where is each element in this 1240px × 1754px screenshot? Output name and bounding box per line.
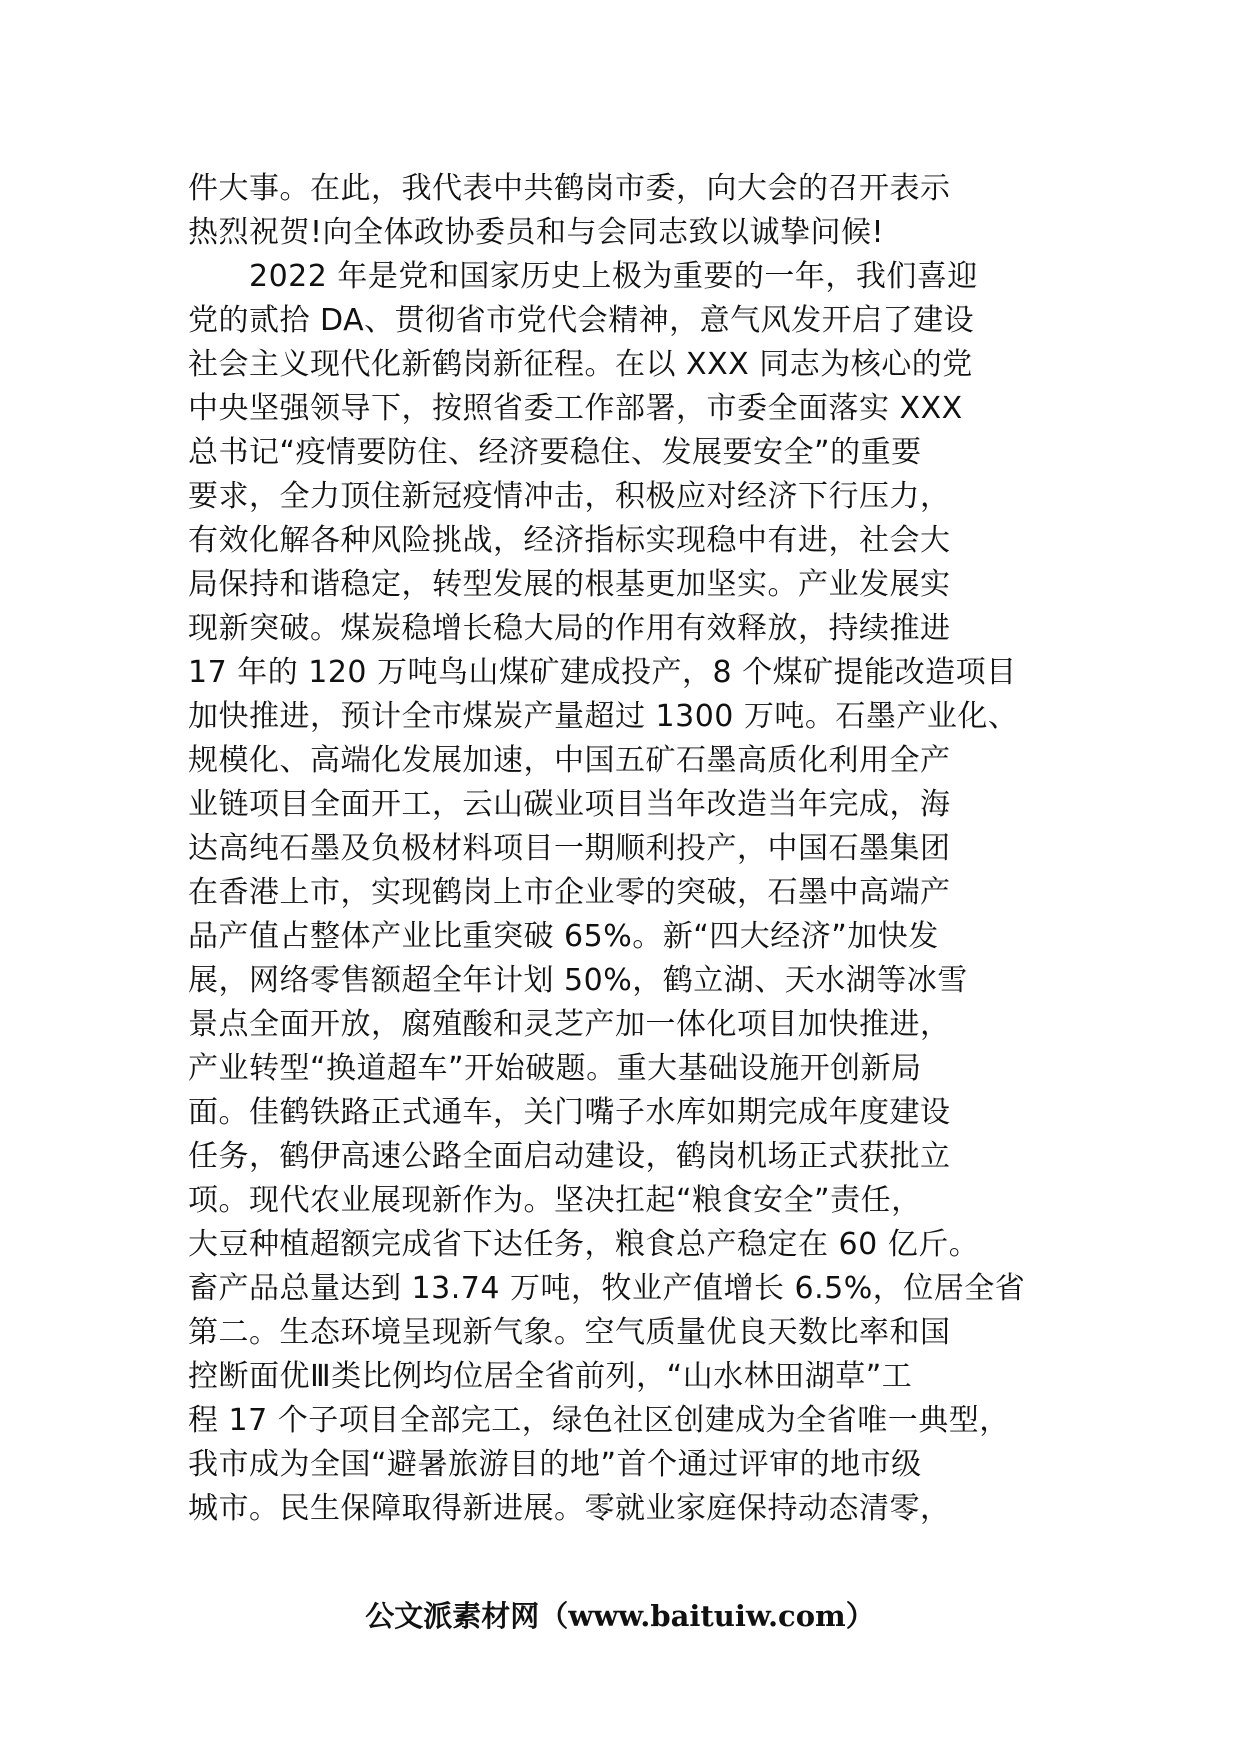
text-line: 加快推进，预计全市煤炭产量超过 1300 万吨。石墨产业化、 — [188, 699, 1019, 734]
text-line: 展，网络零售额超全年计划 50%，鹤立湖、天水湖等冰雪 — [188, 963, 968, 998]
text-line: 2022 年是党和国家历史上极为重要的一年，我们喜迎 — [188, 259, 978, 294]
text-line: 热烈祝贺!向全体政协委员和与会同志致以诚挚问候! — [188, 215, 885, 250]
text-line: 达高纯石墨及负极材料项目一期顺利投产，中国石墨集团 — [188, 831, 951, 866]
text-line: 在香港上市，实现鹤岗上市企业零的突破，石墨中高端产 — [188, 875, 951, 910]
text-line: 任务，鹤伊高速公路全面启动建设，鹤岗机场正式获批立 — [188, 1139, 951, 1174]
text-line: 件大事。在此，我代表中共鹤岗市委，向大会的召开表示 — [188, 171, 951, 206]
text-line: 总书记“疫情要防住、经济要稳住、发展要安全”的重要 — [188, 435, 922, 470]
text-line: 要求，全力顶住新冠疫情冲击，积极应对经济下行压力， — [188, 479, 951, 514]
text-line: 第二。生态环境呈现新气象。空气质量优良天数比率和国 — [188, 1315, 951, 1350]
text-line: 我市成为全国“避暑旅游目的地”首个通过评审的地市级 — [188, 1447, 922, 1482]
text-line: 城市。民生保障取得新进展。零就业家庭保持动态清零， — [188, 1491, 951, 1526]
text-line: 现新突破。煤炭稳增长稳大局的作用有效释放，持续推进 — [188, 611, 951, 646]
text-line: 产业转型“换道超车”开始破题。重大基础设施开创新局 — [188, 1051, 922, 1086]
text-line: 社会主义现代化新鹤岗新征程。在以 XXX 同志为核心的党 — [188, 347, 973, 382]
text-line: 面。佳鹤铁路正式通车，关门嘴子水库如期完成年度建设 — [188, 1095, 951, 1130]
text-line: 有效化解各种风险挑战，经济指标实现稳中有进，社会大 — [188, 523, 951, 558]
text-line: 程 17 个子项目全部完工，绿色社区创建成为全省唯一典型， — [188, 1403, 1010, 1438]
text-line: 规模化、高端化发展加速，中国五矿石墨高质化利用全产 — [188, 743, 951, 778]
text-line: 项。现代农业展现新作为。坚决扛起“粮食安全”责任， — [188, 1183, 922, 1218]
text-line: 大豆种植超额完成省下达任务，粮食总产稳定在 60 亿斤。 — [188, 1227, 980, 1262]
text-line: 畜产品总量达到 13.74 万吨，牧业产值增长 6.5%，位居全省 — [188, 1271, 1026, 1306]
text-line: 党的贰拾 DA、贯彻省市党代会精神，意气风发开启了建设 — [188, 303, 975, 338]
text-line: 中央坚强领导下，按照省委工作部署，市委全面落实 XXX — [188, 391, 963, 426]
text-line: 17 年的 120 万吨鸟山煤矿建成投产，8 个煤矿提能改造项目 — [188, 655, 1017, 690]
text-line: 局保持和谐稳定，转型发展的根基更加坚实。产业发展实 — [188, 567, 951, 602]
text-line: 品产值占整体产业比重突破 65%。新“四大经济”加快发 — [188, 919, 939, 954]
text-line: 景点全面开放，腐殖酸和灵芝产加一体化项目加快推进， — [188, 1007, 951, 1042]
page-footer-source: 公文派素材网（www.baituiw.com） — [365, 1599, 875, 1633]
text-line: 业链项目全面开工，云山碳业项目当年改造当年完成，海 — [188, 787, 951, 822]
text-line: 控断面优Ⅲ类比例均位居全省前列，“山水林田湖草”工 — [188, 1359, 913, 1394]
